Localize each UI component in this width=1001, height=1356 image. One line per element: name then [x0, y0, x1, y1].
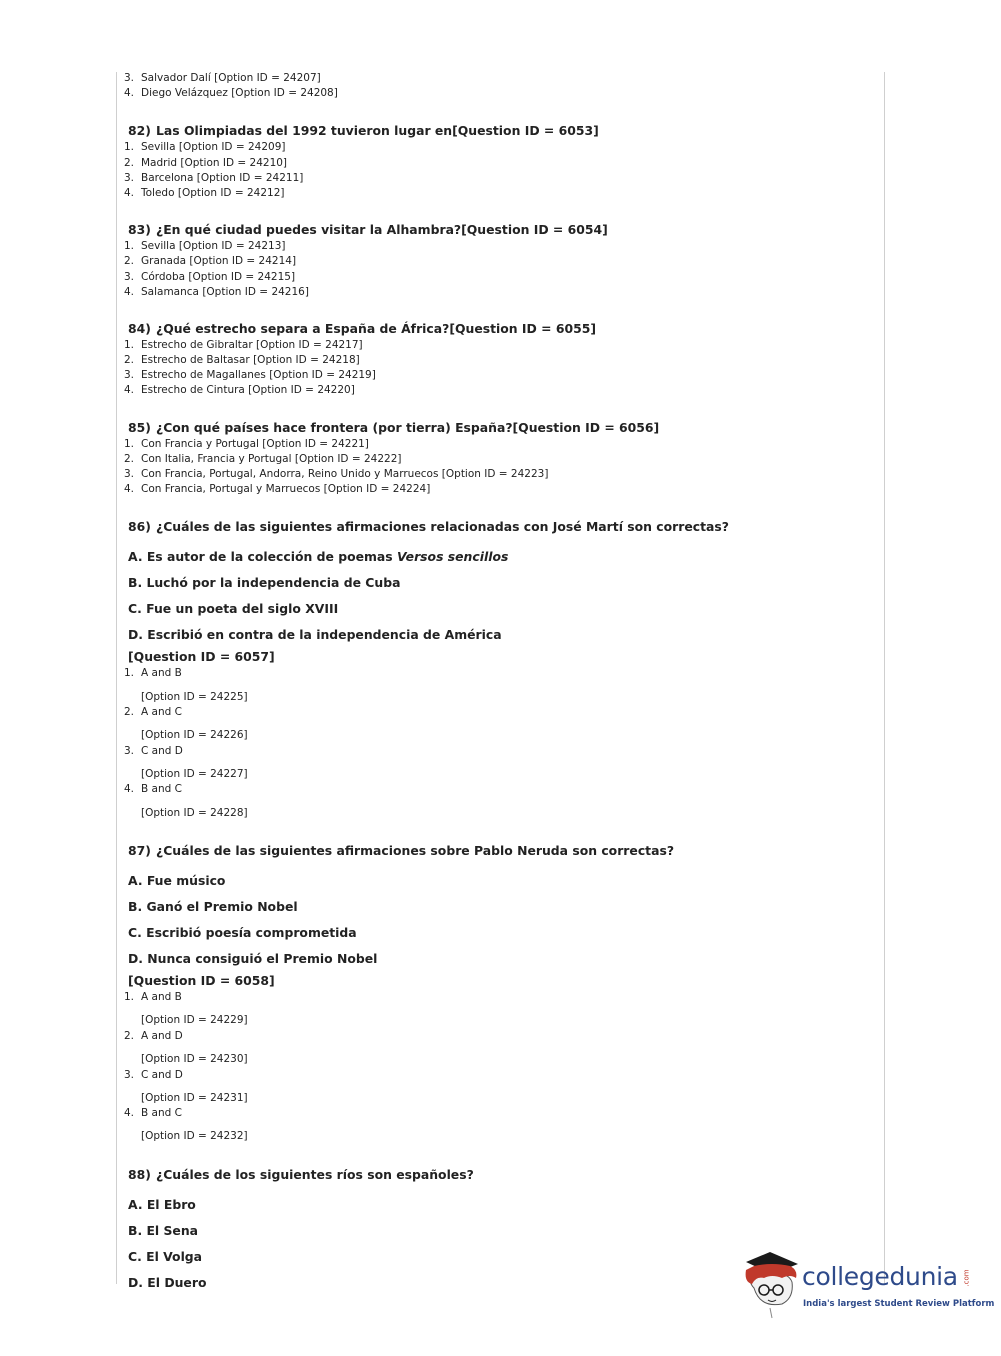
statement: D. Escribió en contra de la independencia de América — [128, 627, 502, 643]
page-border-left — [116, 72, 117, 1284]
option: 1. A and B [Option ID = 24229] — [124, 991, 248, 1027]
question-83: 83) ¿En qué ciudad puedes visitar la Alhambra?[Question ID = 6054] 1. Sevilla [Option ID = 24213] 2. Granada [Option ID = 24214] 3. Córdoba [Option ID = 24215] 4. Salamanca [Option ID = 24216] — [124, 222, 608, 298]
option: 2. A and D [Option ID = 24230] — [124, 1029, 248, 1065]
statement: A. Es autor de la colección de poemas Versos sencillos — [128, 549, 509, 565]
question-88: 88) ¿Cuáles de los siguientes ríos son españoles? A. El Ebro B. El Sena C. El Volga D. El Duero — [124, 1166, 864, 1296]
statement: C. El Volga — [128, 1248, 203, 1264]
logo-domain: .com — [962, 1269, 971, 1287]
statement: A. El Ebro — [128, 1196, 196, 1212]
statement: B. El Sena — [128, 1222, 198, 1238]
option: 4. Diego Velázquez [Option ID = 24208] — [124, 87, 338, 100]
question-id: [Question ID = 6058] — [128, 973, 275, 989]
option: 3. C and D [Option ID = 24231] — [124, 1068, 248, 1104]
statement: C. Fue un poeta del siglo XVIII — [128, 601, 339, 617]
option: 3. C and D [Option ID = 24227] — [124, 744, 248, 780]
statement: D. El Duero — [128, 1274, 207, 1290]
question-id: [Question ID = 6057] — [128, 649, 275, 665]
question-82: 82) Las Olimpiadas del 1992 tuvieron lugar en[Question ID = 6053] 1. Sevilla [Option ID = 24209] 2. Madrid [Option ID = 24210] 3. Barcelona [Option ID = 24211] 4. Toledo [Option ID = 24212] — [124, 123, 599, 199]
question-84: 84) ¿Qué estrecho separa a España de África?[Question ID = 6055] 1. Estrecho de Gibraltar [Option ID = 24217] 2. Estrecho de Baltasar [Option ID = 24218] 3. Estrecho de Magallanes [Option ID = 24219] 4. Estrecho de Cintura [Option ID = 24220] — [124, 320, 596, 397]
top-options — [124, 71, 864, 101]
question-paper — [124, 71, 864, 1296]
statement: C. Escribió poesía comprometida — [128, 925, 357, 941]
statement: D. Nunca consiguió el Premio Nobel — [128, 951, 378, 967]
logo-tagline: India's largest Student Review Platform — [803, 1299, 995, 1309]
question-86: 86) ¿Cuáles de las siguientes afirmaciones relacionadas con José Martí son correctas? A. Es autor de la colección de poemas Versos sencillos B. Luchó por la independencia de Cuba C. Fue un poeta del siglo XVIII D. Escribió en contra de la independencia de América [Question ID = 6057] 1. A and B [Option ID = 24225] 2. A and C [Option ID = 24226] 3. C and D [Option ID = 24227] 4. B and C [Option ID = 24228] — [124, 518, 864, 821]
page-border-right — [884, 72, 885, 1284]
question-85: 85) ¿Con qué países hace frontera (por tierra) España?[Question ID = 6056] 1. Con Francia y Portugal [Option ID = 24221] 2. Con Italia, Francia y Portugal [Option ID = 24222] 3. Con Francia, Portugal, Andorra, Reino Unido y Marruecos [Option ID = 24223] 4. Con Francia, Portugal y Marruecos [Option ID = 24224] — [124, 419, 660, 496]
option: 3. Salvador Dalí [Option ID = 24207] — [124, 72, 321, 84]
statement: B. Luchó por la independencia de Cuba — [128, 575, 401, 591]
option: 4. B and C [Option ID = 24228] — [124, 783, 248, 819]
option: 1. A and B [Option ID = 24225] — [124, 667, 248, 703]
option: 4. B and C [Option ID = 24232] — [124, 1107, 248, 1143]
option: 2. A and C [Option ID = 24226] — [124, 706, 248, 742]
logo-wordmark: collegedunia — [802, 1262, 958, 1291]
question-87: 87) ¿Cuáles de las siguientes afirmaciones sobre Pablo Neruda son correctas? A. Fue músico B. Ganó el Premio Nobel C. Escribió poesía comprometida D. Nunca consiguió el Premio Nobel [Question ID = 6058] 1. A and B [Option ID = 24229] 2. A and D [Option ID = 24230] 3. C and D [Option ID = 24231] 4. B and C [Option ID = 24232] — [124, 842, 864, 1145]
statement: B. Ganó el Premio Nobel — [128, 899, 298, 915]
statement: A. Fue músico — [128, 873, 226, 889]
